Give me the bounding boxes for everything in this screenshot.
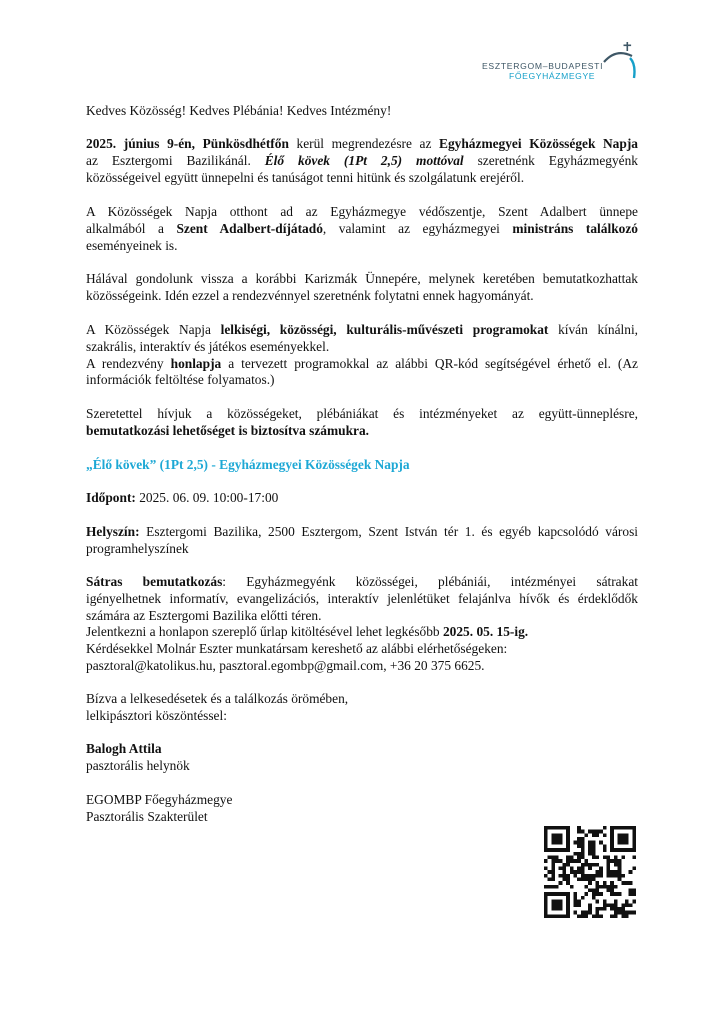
- event-time: [86, 490, 638, 507]
- time-label: Időpont:: [86, 490, 136, 505]
- event-date: 2025. június 9-én, Pünkösdhétfőn: [86, 136, 289, 151]
- time-value: 2025. 06. 09. 10:00-17:00: [135, 490, 279, 505]
- paragraph-programs: A Közösségek Napja lelkiségi, közösségi, kulturális-művészeti programokat kíván kínálni, szakrális, interaktív és játékos eseményekkel. A rendezvény honlapja a tervezett programokkal az alábbi QR-kód segítségével érhető el. (Az információk feltöltése folyamatos.): [86, 322, 639, 388]
- signer-title: pasztorális helynök: [86, 757, 190, 773]
- motto: Élő kövek (1Pt 2,5) mottóval: [264, 152, 464, 168]
- event-name: Egyházmegyei Közösségek Napja: [439, 136, 638, 151]
- registration-deadline: 2025. 05. 15-ig.: [442, 624, 529, 640]
- organization: EGOMBP Főegyházmegye Pasztorális Szakterület: [86, 792, 233, 824]
- event-place: Helyszín: Esztergomi Bazilika, 2500 Esztergom, Szent István tér 1. és egyéb kapcsolódó városi programhelyszínek: [86, 524, 638, 556]
- tent-label: Sátras bemutatkozás: [86, 574, 223, 589]
- signature: [86, 741, 638, 775]
- closing: Bízva a lelkesedésetek és a találkozás örömében, lelkipásztori köszöntéssel:: [86, 691, 349, 723]
- place-label: Helyszín:: [86, 524, 140, 539]
- paragraph-adalbert: A Közösségek Napja otthont ad az Egyházmegye védőszentje, Szent Adalbert ünnepe alkalmából a Szent Adalbert-díjátadó, valamint az egyházmegyei ministráns találkozó eseményeinek is.: [86, 204, 638, 253]
- archdiocese-logo: [482, 42, 642, 84]
- place-value: Esztergomi Bazilika, 2500 Esztergom, Szent István tér 1. és egyéb kapcsolódó városi: [139, 524, 638, 539]
- program-types: lelkiségi, közösségi, kulturális-művészeti programokat: [220, 322, 549, 337]
- event-heading-block: [86, 457, 638, 474]
- altar-server-meeting: ministráns találkozó: [512, 220, 638, 236]
- contact-info: pasztoral@katolikus.hu, pasztoral.egombp@gmail.com, +36 20 375 6625.: [86, 657, 485, 673]
- tent-presentation: Sátras bemutatkozás: Egyházmegyénk közösségei, plébániái, intézményei sátrakat igényelhetnek informatív, evangelizációs, interaktív jelenlétüket felajánlva hívők és érdeklődők számára az Esztergomi Bazilika előtti téren. Jelentkezni a honlapon szereplő űrlap kitöltésével lehet legkésőbb 2025. 05. 15-ig. Kérdésekkel Molnár Eszter munkatársam kereshető az alábbi elérhetőségeken: pasztoral@katolikus.hu, pasztoral.egombp@gmail.com, +36 20 375 6625.: [86, 574, 638, 673]
- paragraph-history: Hálával gondolunk vissza a korábbi Karizmák Ünnepére, melynek keretében bemutatkozhattak közösségeink. Idén ezzel a rendezvénnyel szeretnénk folytatni ennek hagyományát.: [86, 271, 638, 303]
- cross-arc-logo-icon: [602, 40, 642, 82]
- greeting-block: [86, 103, 638, 120]
- logo-line-2: FŐEGYHÁZMEGYE: [509, 71, 596, 81]
- paragraph-invitation: Szeretettel hívjuk a közösségeket, plébániákat és intézményeket az együtt-ünneplésre, bemutatkozási lehetőséget is biztosítva számukra.: [86, 406, 638, 438]
- paragraph-intro: 2025. június 9-én, Pünkösdhétfőn kerül megrendezésre az Egyházmegyei Közösségek Napja az Esztergomi Bazilikánál. Élő kövek (1Pt 2,5) mottóval szeretnénk Egyházmegyénk közösségeivel együtt ünnepelni és tanúságot tenni hitünk és szolgálatunk erejéről.: [86, 136, 639, 185]
- qr-code-icon[interactable]: [544, 826, 636, 918]
- event-heading: „Élő kövek” (1Pt 2,5) - Egyházmegyei Közösségek Napja: [86, 457, 410, 472]
- greeting: Kedves Közösség! Kedves Plébánia! Kedves Intézmény!: [86, 103, 392, 118]
- adalbert-award: Szent Adalbert-díjátadó: [176, 220, 323, 236]
- presentation-opportunity: bemutatkozási lehetőséget is biztosítva számukra.: [86, 422, 370, 438]
- logo-line-1: ESZTERGOM–BUDAPESTI: [482, 61, 604, 71]
- website-mention: honlapja: [170, 355, 222, 371]
- signer-name: Balogh Attila: [86, 741, 162, 756]
